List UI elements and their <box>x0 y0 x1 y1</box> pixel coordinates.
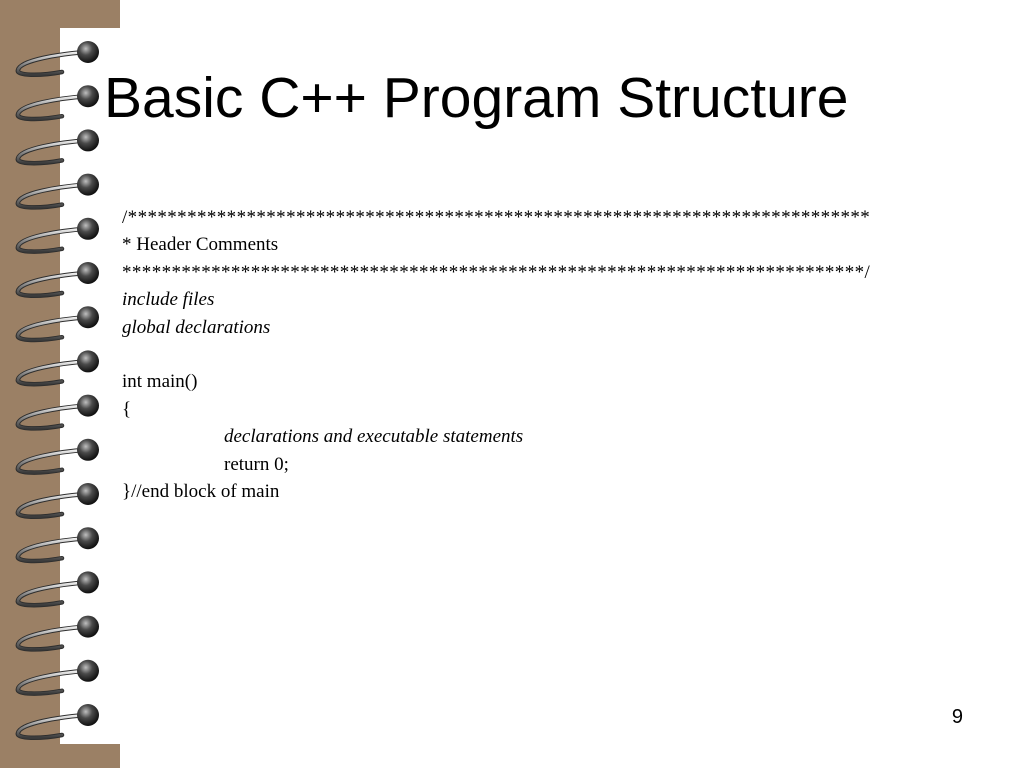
code-line: declarations and executable statements <box>224 426 524 448</box>
code-line: { <box>122 398 132 420</box>
spiral-ring <box>18 218 99 252</box>
spiral-ring <box>18 483 99 517</box>
slide-title: Basic C++ Program Structure <box>104 66 849 130</box>
spiral-ring <box>18 571 99 605</box>
spiral-ring <box>18 85 99 119</box>
code-line: ***************************************************************************/ <box>122 261 871 283</box>
spiral-binding-icon <box>0 0 110 768</box>
spiral-ring <box>18 262 99 296</box>
spiral-ring <box>18 439 99 473</box>
code-listing <box>122 204 952 505</box>
spiral-ring <box>18 395 99 429</box>
spiral-ring <box>18 660 99 694</box>
code-line: /*************************************************************************** <box>122 207 871 228</box>
page-number: 9 <box>951 706 963 728</box>
spiral-ring <box>18 306 99 340</box>
code-line: global declarations <box>122 316 271 338</box>
code-line <box>122 341 952 368</box>
code-line: include files <box>122 289 215 311</box>
spiral-ring <box>18 129 99 163</box>
spiral-ring <box>18 41 99 75</box>
spiral-ring <box>18 527 99 561</box>
code-line: * Header Comments <box>122 234 279 256</box>
code-line: }//end block of main <box>122 481 280 503</box>
code-line: int main() <box>122 371 198 393</box>
spiral-ring <box>18 350 99 384</box>
spiral-ring <box>18 616 99 650</box>
spiral-ring <box>18 174 99 208</box>
code-line: return 0; <box>224 453 289 475</box>
spiral-ring <box>18 704 99 738</box>
